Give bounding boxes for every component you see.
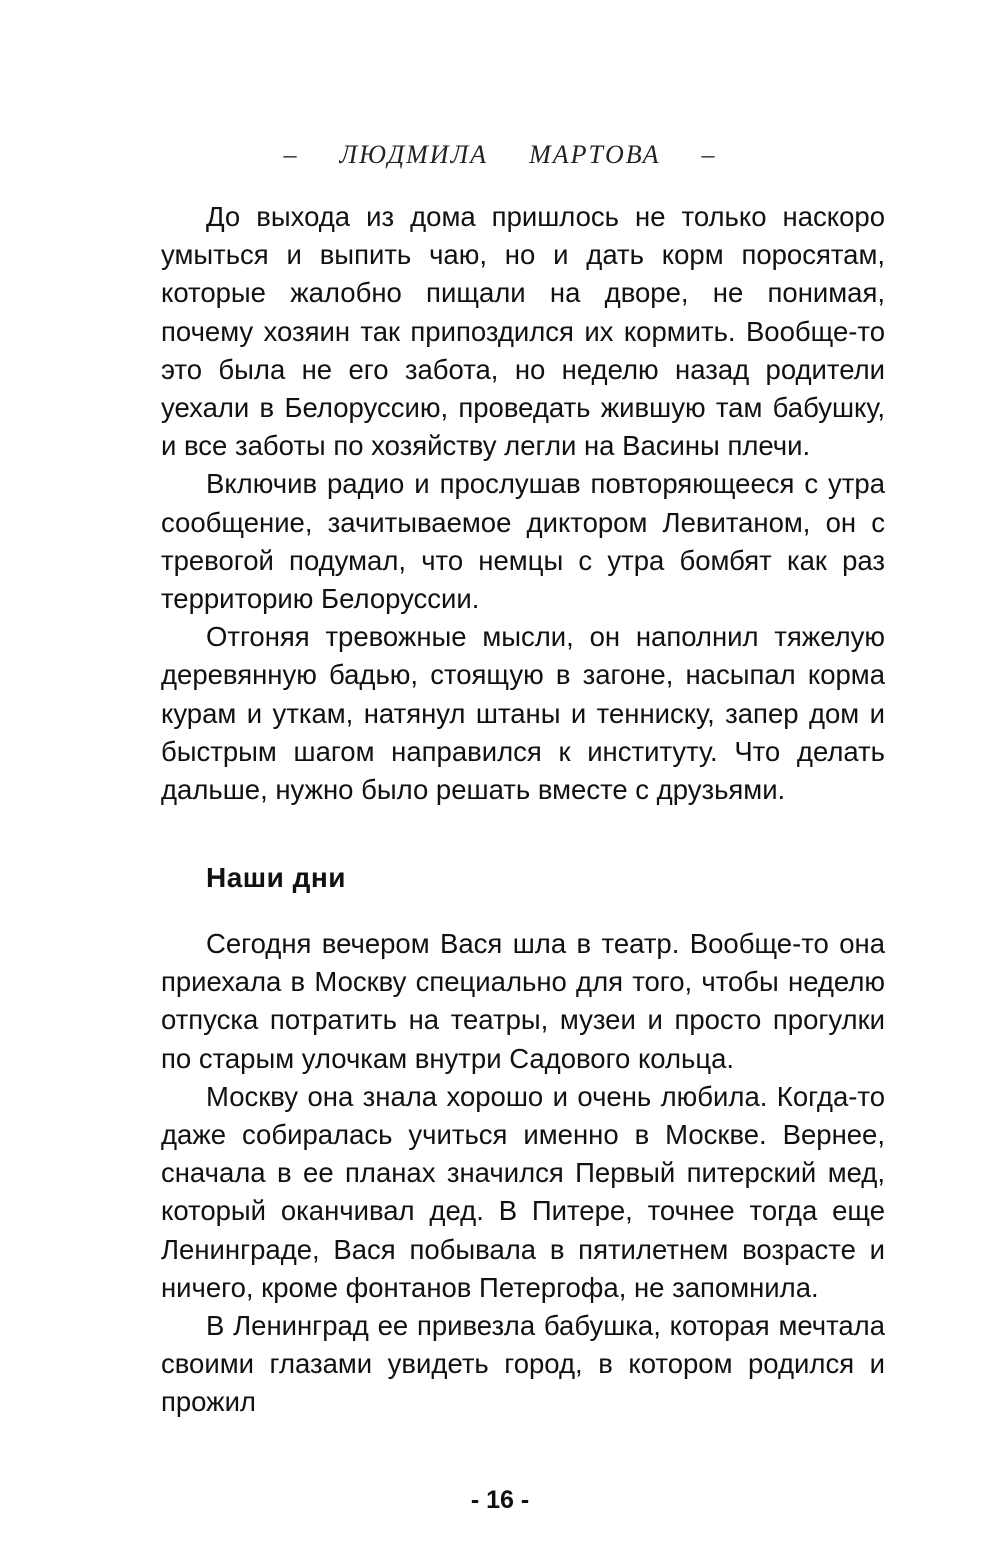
header-dash-left: – [283,140,299,169]
paragraph: До выхода из дома пришлось не только наскоро умыться и выпить чаю, но и дать корм поросятам, которые жалобно пищали на дворе, не понимая, почему хозяин так припоздился их кормить. Вообще-то это была не его забота, но неделю назад родители уехали в Белоруссию, проведать жившую там бабушку, и все заботы по хозяйству легли на Васины плечи. [161,201,885,462]
paragraph: В Ленинград ее привезла бабушка, которая мечтала своими глазами увидеть город, в котором родился и прожил [161,1310,885,1418]
paragraph: Москву она знала хорошо и очень любила. Когда-то даже собиралась учиться именно в Москве. Вернее, сначала в ее планах значился Первый питерский мед, который оканчивал дед. В Питере, точнее тогда еще Ленинграде, Вася побывала в пятилетнем возрасте и ничего, кроме фонтанов Петергофа, не запомнила. [161,1080,885,1303]
author-first-name: ЛЮДМИЛА [339,140,489,169]
header-dash-right: – [701,140,717,169]
running-head [0,140,1000,170]
page-number: - 16 - [470,1486,530,1514]
paragraph: Включив радио и прослушав повторяющееся с утра сообщение, зачитываемое диктором Левитаном, он с тревогой подумал, что немцы с утра бомбят как раз территорию Белоруссии. [161,468,885,615]
paragraph: Сегодня вечером Вася шла в театр. Вообще-то она приехала в Москву специально для того, чтобы неделю отпуска потратить на театры, музеи и просто прогулки по старым улочкам внутри Садового кольца. [161,928,885,1074]
section-1-text [161,198,885,809]
section-heading: Наши дни [206,862,347,893]
section-2-text [161,925,885,1422]
author-last-name: МАРТОВА [529,140,661,169]
paragraph: Отгоняя тревожные мысли, он наполнил тяжелую деревянную бадью, стоящую в загоне, насыпал корма курам и уткам, натянул штаны и тенниску, запер дом и быстрым шагом направился к институту. Что делать дальше, нужно было решать вместе с друзьями. [161,621,885,806]
